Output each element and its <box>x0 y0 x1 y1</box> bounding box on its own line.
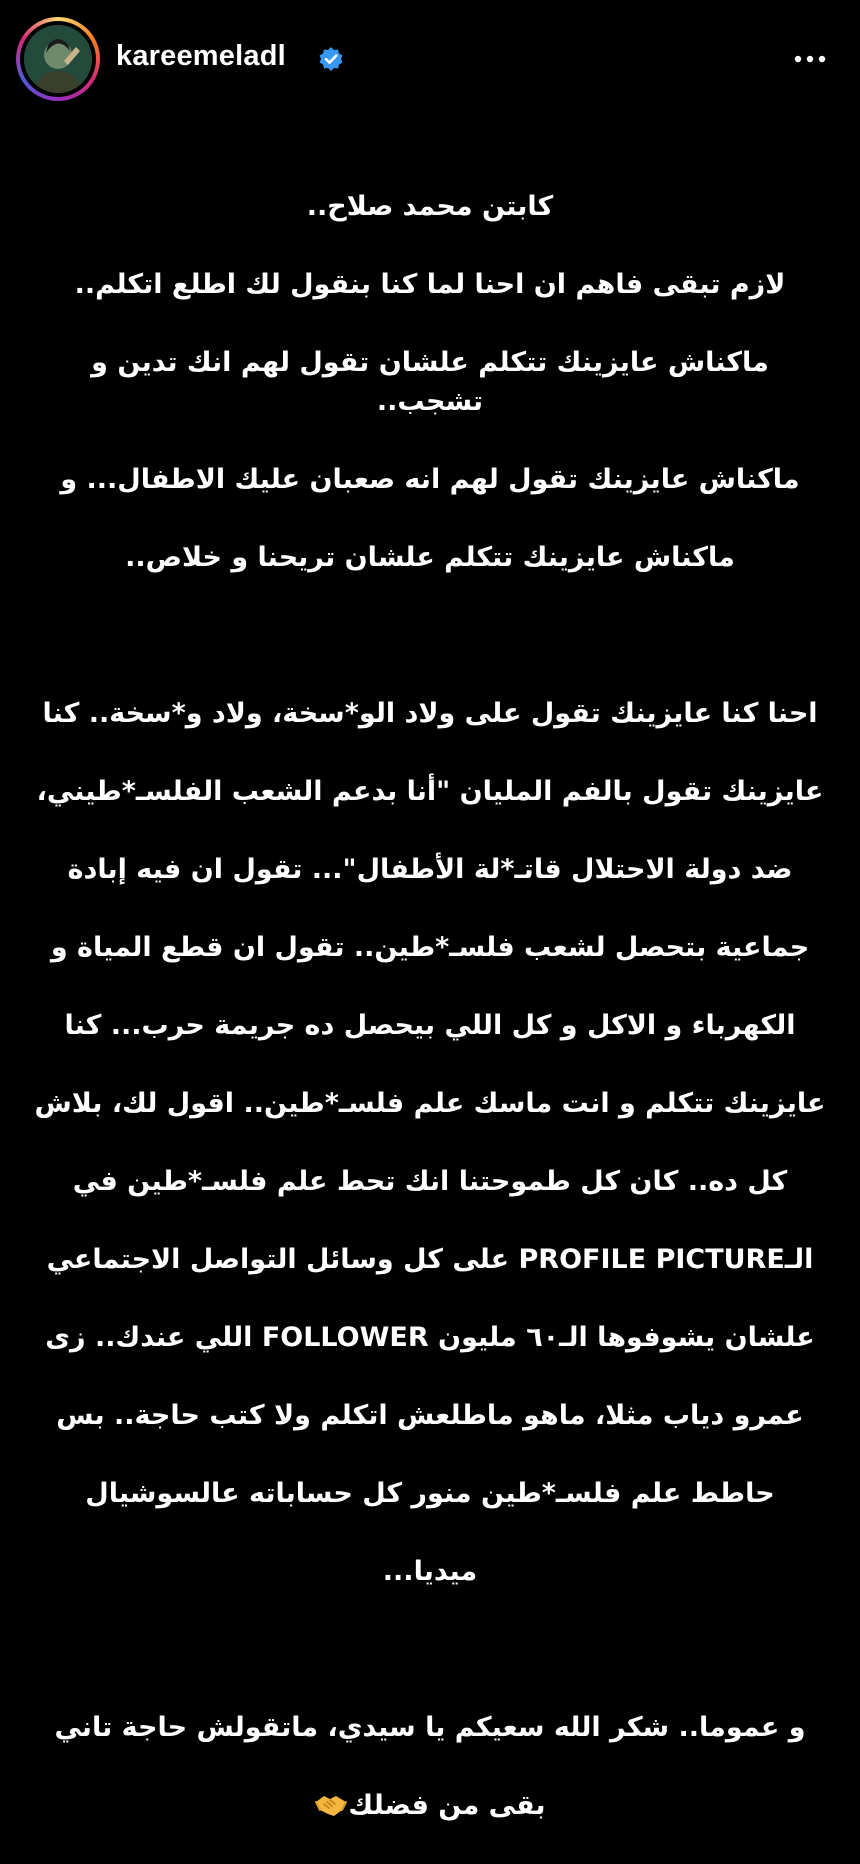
caption-line: احنا كنا عايزينك تقول على ولاد الو*سخة، ولاد و*سخة.. كنا <box>42 698 818 729</box>
story-ring[interactable] <box>16 17 100 101</box>
caption-line: عايزينك تتكلم و انت ماسك علم فلسـ*طين.. اقول لك، بلاش <box>34 1088 826 1119</box>
caption-line: ماكناش عايزينك تتكلم علشان تقول لهم انك تدين و تشجب.. <box>91 347 769 417</box>
post-header <box>0 0 860 118</box>
avatar[interactable] <box>24 25 92 93</box>
caption-line: ماكناش عايزينك تقول لهم انه صعبان عليك الاطفال... و <box>60 464 800 495</box>
verified-badge-icon <box>318 46 344 72</box>
caption-line-text: بقى من فضلك <box>348 1790 546 1821</box>
handshake-icon <box>314 1790 348 1820</box>
caption-line: لازم تبقى فاهم ان احنا لما كنا بنقول لك اطلع اتكلم.. <box>74 269 786 300</box>
caption-line-with-emoji <box>34 1786 826 1825</box>
caption-line: ماكناش عايزينك تتكلم علشان تريحنا و خلاص.. <box>125 542 735 573</box>
caption-line: جماعية بتحصل لشعب فلسـ*طين.. تقول ان قطع المياة و <box>50 932 810 963</box>
caption-line: الكهرباء و الاكل و كل اللي بيحصل ده جريمة حرب... كنا <box>64 1010 796 1041</box>
caption-paragraph-2 <box>34 655 826 1630</box>
caption-line: كل ده.. كان كل طموحتنا انك تحط علم فلسـ*طين في <box>72 1166 788 1197</box>
caption-line: الـPROFILE PICTURE على كل وسائل التواصل الاجتماعي <box>46 1244 814 1275</box>
caption-line: كابتن محمد صلاح.. <box>306 191 554 222</box>
caption-line: ضد دولة الاحتلال قاتـ*لة الأطفال"... تقول ان فيه إبادة <box>67 854 793 885</box>
caption-line: عمرو دياب مثلا، ماهو ماطلعش اتكلم ولا كتب حاجة.. بس <box>56 1400 804 1431</box>
username-link[interactable]: kareemeladl <box>116 40 286 72</box>
caption-line: عايزينك تقول بالفم المليان "أنا بدعم الشعب الفلسـ*طيني، <box>36 776 824 807</box>
post-caption <box>0 148 860 1821</box>
caption-line: حاطط علم فلسـ*طين منور كل حساباته عالسوشيال <box>85 1478 775 1509</box>
more-horizontal-icon[interactable] <box>788 44 832 74</box>
caption-line: ميديا... <box>382 1556 478 1587</box>
caption-paragraph-3 <box>34 1669 826 1864</box>
avatar-gap <box>20 21 96 97</box>
avatar-image <box>24 25 92 93</box>
caption-paragraph-1 <box>34 148 826 616</box>
caption-line: و عموما.. شكر الله سعيكم يا سيدي، ماتقولش حاجة تاني <box>54 1712 806 1743</box>
caption-line: علشان يشوفوها الـ٦٠ مليون FOLLOWER اللي عندك.. زى <box>45 1322 815 1353</box>
